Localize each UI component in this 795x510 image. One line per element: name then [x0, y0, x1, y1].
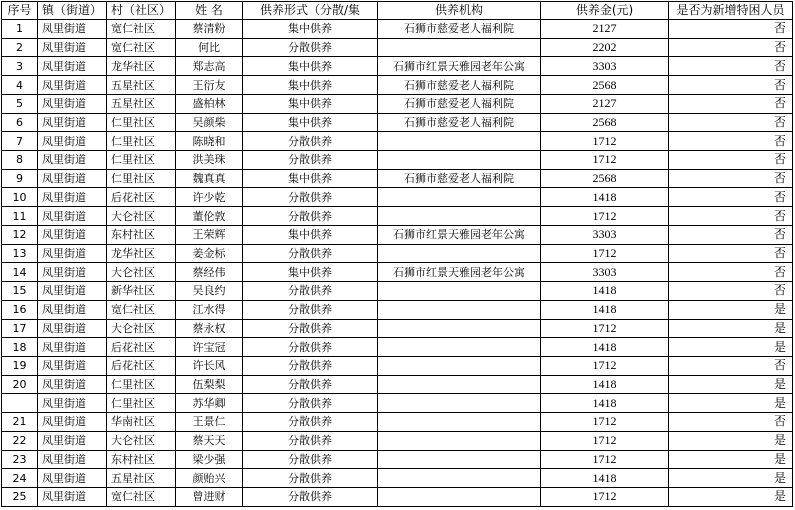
table-row [2, 38, 793, 57]
cell-town: 凤里街道 [38, 375, 107, 394]
cell-amount: 2568 [541, 169, 669, 188]
cell-town: 凤里街道 [38, 132, 107, 151]
cell-institution [378, 282, 541, 301]
table-row [2, 244, 793, 263]
table-body [2, 20, 793, 507]
cell-is-new: 是 [669, 300, 793, 319]
cell-village: 仁里社区 [107, 394, 176, 413]
table-row [2, 300, 793, 319]
cell-mode: 分散供养 [243, 282, 378, 301]
table-row [2, 356, 793, 375]
cell-village: 五星社区 [107, 94, 176, 113]
cell-amount: 1418 [541, 300, 669, 319]
cell-village: 五星社区 [107, 76, 176, 95]
cell-name: 吴良约 [176, 282, 243, 301]
cell-town: 凤里街道 [38, 487, 107, 506]
cell-mode: 分散供养 [243, 38, 378, 57]
cell-no: 8 [2, 151, 38, 170]
cell-name: 吴颜柴 [176, 113, 243, 132]
cell-no: 23 [2, 450, 38, 469]
cell-village: 后花社区 [107, 338, 176, 357]
table-row [2, 20, 793, 39]
cell-name: 梁少强 [176, 450, 243, 469]
cell-mode: 集中供养 [243, 263, 378, 282]
cell-institution: 石狮市红景天雅园老年公寓 [378, 263, 541, 282]
table-row [2, 431, 793, 450]
cell-village: 仁里社区 [107, 132, 176, 151]
header-town: 镇（街道） [38, 2, 107, 20]
cell-is-new: 否 [669, 132, 793, 151]
cell-amount: 1712 [541, 487, 669, 506]
cell-name: 蔡清粉 [176, 20, 243, 39]
cell-town: 凤里街道 [38, 57, 107, 76]
cell-mode: 集中供养 [243, 169, 378, 188]
cell-amount: 1418 [541, 338, 669, 357]
cell-mode: 分散供养 [243, 469, 378, 488]
table-row [2, 263, 793, 282]
cell-village: 仁里社区 [107, 375, 176, 394]
table-row [2, 450, 793, 469]
cell-village: 仁里社区 [107, 151, 176, 170]
cell-village: 东村社区 [107, 450, 176, 469]
cell-is-new: 否 [669, 20, 793, 39]
cell-village: 东村社区 [107, 225, 176, 244]
cell-institution: 石狮市慈爱老人福利院 [378, 76, 541, 95]
cell-no: 17 [2, 319, 38, 338]
cell-is-new: 否 [669, 94, 793, 113]
cell-mode: 分散供养 [243, 338, 378, 357]
cell-amount: 3303 [541, 263, 669, 282]
cell-no: 5 [2, 94, 38, 113]
cell-mode: 集中供养 [243, 225, 378, 244]
cell-town: 凤里街道 [38, 38, 107, 57]
cell-amount: 1418 [541, 188, 669, 207]
cell-no: 18 [2, 338, 38, 357]
header-no: 序号 [2, 2, 38, 20]
cell-amount: 1418 [541, 282, 669, 301]
cell-village: 龙华社区 [107, 244, 176, 263]
cell-town: 凤里街道 [38, 244, 107, 263]
support-roster-table [1, 1, 793, 507]
cell-amount: 1712 [541, 413, 669, 432]
cell-name: 董伦敦 [176, 207, 243, 226]
cell-name: 魏真真 [176, 169, 243, 188]
table-row [2, 469, 793, 488]
cell-no: 13 [2, 244, 38, 263]
cell-mode: 集中供养 [243, 94, 378, 113]
header-is-new: 是否为新增特困人员 [669, 2, 793, 20]
cell-village: 大仑社区 [107, 207, 176, 226]
cell-town: 凤里街道 [38, 207, 107, 226]
cell-mode: 集中供养 [243, 20, 378, 39]
cell-amount: 1712 [541, 319, 669, 338]
cell-village: 后花社区 [107, 188, 176, 207]
cell-institution [378, 188, 541, 207]
cell-mode: 分散供养 [243, 244, 378, 263]
cell-institution [378, 450, 541, 469]
cell-mode: 分散供养 [243, 319, 378, 338]
cell-amount: 3303 [541, 225, 669, 244]
cell-village: 仁里社区 [107, 169, 176, 188]
cell-is-new: 是 [669, 394, 793, 413]
table-row [2, 76, 793, 95]
cell-no [2, 394, 38, 413]
cell-is-new: 否 [669, 38, 793, 57]
cell-mode: 分散供养 [243, 300, 378, 319]
cell-no: 20 [2, 375, 38, 394]
cell-village: 大仑社区 [107, 263, 176, 282]
cell-no: 21 [2, 413, 38, 432]
cell-institution [378, 431, 541, 450]
cell-institution: 石狮市慈爱老人福利院 [378, 113, 541, 132]
cell-institution [378, 394, 541, 413]
cell-town: 凤里街道 [38, 20, 107, 39]
table-row [2, 207, 793, 226]
cell-name: 洪美珠 [176, 151, 243, 170]
cell-no: 19 [2, 356, 38, 375]
cell-mode: 分散供养 [243, 151, 378, 170]
cell-no: 6 [2, 113, 38, 132]
header-mode: 供养形式（分散/集 [243, 2, 378, 20]
cell-mode: 分散供养 [243, 132, 378, 151]
cell-is-new: 是 [669, 431, 793, 450]
table-row [2, 487, 793, 506]
cell-amount: 2127 [541, 20, 669, 39]
cell-no: 24 [2, 469, 38, 488]
cell-amount: 1712 [541, 151, 669, 170]
cell-is-new: 否 [669, 244, 793, 263]
table-row [2, 132, 793, 151]
cell-village: 宽仁社区 [107, 487, 176, 506]
cell-name: 颜贻兴 [176, 469, 243, 488]
cell-mode: 分散供养 [243, 431, 378, 450]
cell-institution [378, 319, 541, 338]
cell-mode: 分散供养 [243, 394, 378, 413]
cell-no: 14 [2, 263, 38, 282]
cell-is-new: 否 [669, 169, 793, 188]
cell-name: 许长风 [176, 356, 243, 375]
cell-village: 宽仁社区 [107, 38, 176, 57]
cell-town: 凤里街道 [38, 469, 107, 488]
cell-institution: 石狮市红景天雅园老年公寓 [378, 57, 541, 76]
cell-name: 王衍友 [176, 76, 243, 95]
cell-mode: 分散供养 [243, 413, 378, 432]
cell-is-new: 否 [669, 151, 793, 170]
cell-is-new: 否 [669, 207, 793, 226]
cell-no: 9 [2, 169, 38, 188]
cell-institution [378, 413, 541, 432]
cell-no: 22 [2, 431, 38, 450]
cell-is-new: 是 [669, 487, 793, 506]
cell-no: 4 [2, 76, 38, 95]
cell-institution [378, 207, 541, 226]
cell-amount: 1712 [541, 207, 669, 226]
cell-is-new: 是 [669, 375, 793, 394]
table-row [2, 169, 793, 188]
cell-mode: 集中供养 [243, 113, 378, 132]
cell-town: 凤里街道 [38, 319, 107, 338]
cell-no: 10 [2, 188, 38, 207]
cell-mode: 分散供养 [243, 188, 378, 207]
cell-institution: 石狮市红景天雅园老年公寓 [378, 225, 541, 244]
cell-amount: 1418 [541, 394, 669, 413]
header-village: 村（社区） [107, 2, 176, 20]
cell-name: 蔡永权 [176, 319, 243, 338]
table-row [2, 375, 793, 394]
cell-is-new: 否 [669, 57, 793, 76]
cell-mode: 分散供养 [243, 450, 378, 469]
cell-institution [378, 132, 541, 151]
cell-town: 凤里街道 [38, 356, 107, 375]
cell-amount: 1712 [541, 356, 669, 375]
cell-name: 曾进财 [176, 487, 243, 506]
cell-town: 凤里街道 [38, 300, 107, 319]
cell-is-new: 是 [669, 450, 793, 469]
cell-town: 凤里街道 [38, 413, 107, 432]
cell-town: 凤里街道 [38, 394, 107, 413]
cell-mode: 集中供养 [243, 57, 378, 76]
cell-town: 凤里街道 [38, 225, 107, 244]
cell-name: 郑志高 [176, 57, 243, 76]
cell-amount: 1418 [541, 375, 669, 394]
cell-institution [378, 151, 541, 170]
cell-name: 陈晓和 [176, 132, 243, 151]
cell-no: 3 [2, 57, 38, 76]
table-row [2, 151, 793, 170]
table-row [2, 188, 793, 207]
cell-name: 江水得 [176, 300, 243, 319]
cell-mode: 分散供养 [243, 487, 378, 506]
cell-is-new: 否 [669, 282, 793, 301]
cell-no: 2 [2, 38, 38, 57]
cell-village: 大仑社区 [107, 431, 176, 450]
cell-mode: 分散供养 [243, 356, 378, 375]
cell-village: 宽仁社区 [107, 300, 176, 319]
table-row [2, 338, 793, 357]
cell-village: 仁里社区 [107, 113, 176, 132]
cell-village: 华南社区 [107, 413, 176, 432]
cell-is-new: 是 [669, 338, 793, 357]
cell-name: 伍梨梨 [176, 375, 243, 394]
cell-no: 12 [2, 225, 38, 244]
cell-is-new: 否 [669, 76, 793, 95]
cell-institution [378, 244, 541, 263]
header-row [2, 2, 793, 20]
table-row [2, 113, 793, 132]
cell-name: 王荣辉 [176, 225, 243, 244]
cell-is-new: 是 [669, 319, 793, 338]
cell-village: 龙华社区 [107, 57, 176, 76]
cell-town: 凤里街道 [38, 151, 107, 170]
table-row [2, 57, 793, 76]
cell-no: 16 [2, 300, 38, 319]
cell-is-new: 否 [669, 263, 793, 282]
cell-name: 王景仁 [176, 413, 243, 432]
cell-institution [378, 469, 541, 488]
cell-name: 许少乾 [176, 188, 243, 207]
table-row [2, 94, 793, 113]
cell-town: 凤里街道 [38, 282, 107, 301]
cell-is-new: 否 [669, 188, 793, 207]
cell-name: 姜金标 [176, 244, 243, 263]
cell-no: 1 [2, 20, 38, 39]
cell-is-new: 否 [669, 413, 793, 432]
cell-institution [378, 38, 541, 57]
cell-institution [378, 300, 541, 319]
cell-amount: 2568 [541, 113, 669, 132]
cell-town: 凤里街道 [38, 76, 107, 95]
cell-mode: 分散供养 [243, 207, 378, 226]
cell-name: 何比 [176, 38, 243, 57]
cell-institution: 石狮市慈爱老人福利院 [378, 94, 541, 113]
header-institution: 供养机构 [378, 2, 541, 20]
cell-amount: 2127 [541, 94, 669, 113]
cell-amount: 1418 [541, 469, 669, 488]
cell-institution: 石狮市慈爱老人福利院 [378, 20, 541, 39]
table-row [2, 413, 793, 432]
cell-amount: 2568 [541, 76, 669, 95]
cell-name: 蔡经伟 [176, 263, 243, 282]
cell-town: 凤里街道 [38, 169, 107, 188]
cell-amount: 1712 [541, 244, 669, 263]
cell-no: 11 [2, 207, 38, 226]
cell-village: 新华社区 [107, 282, 176, 301]
cell-name: 蔡天天 [176, 431, 243, 450]
cell-village: 五星社区 [107, 469, 176, 488]
cell-institution: 石狮市慈爱老人福利院 [378, 169, 541, 188]
table-row [2, 319, 793, 338]
cell-no: 7 [2, 132, 38, 151]
cell-mode: 分散供养 [243, 375, 378, 394]
cell-village: 后花社区 [107, 356, 176, 375]
cell-is-new: 否 [669, 113, 793, 132]
cell-no: 15 [2, 282, 38, 301]
cell-name: 许宝冠 [176, 338, 243, 357]
cell-institution [378, 375, 541, 394]
cell-town: 凤里街道 [38, 94, 107, 113]
table-row [2, 282, 793, 301]
cell-amount: 1712 [541, 132, 669, 151]
cell-amount: 2202 [541, 38, 669, 57]
cell-name: 苏华卿 [176, 394, 243, 413]
table-row [2, 225, 793, 244]
cell-town: 凤里街道 [38, 431, 107, 450]
cell-is-new: 否 [669, 225, 793, 244]
header-name: 姓 名 [176, 2, 243, 20]
cell-town: 凤里街道 [38, 113, 107, 132]
cell-mode: 集中供养 [243, 76, 378, 95]
cell-no: 25 [2, 487, 38, 506]
table-row [2, 394, 793, 413]
cell-village: 大仑社区 [107, 319, 176, 338]
cell-institution [378, 487, 541, 506]
cell-name: 盛柏林 [176, 94, 243, 113]
cell-institution [378, 338, 541, 357]
cell-town: 凤里街道 [38, 338, 107, 357]
header-amount: 供养金(元) [541, 2, 669, 20]
cell-amount: 1712 [541, 450, 669, 469]
cell-amount: 1712 [541, 431, 669, 450]
cell-institution [378, 356, 541, 375]
cell-town: 凤里街道 [38, 263, 107, 282]
cell-town: 凤里街道 [38, 188, 107, 207]
cell-is-new: 否 [669, 356, 793, 375]
cell-town: 凤里街道 [38, 450, 107, 469]
cell-amount: 3303 [541, 57, 669, 76]
cell-is-new: 是 [669, 469, 793, 488]
cell-village: 宽仁社区 [107, 20, 176, 39]
